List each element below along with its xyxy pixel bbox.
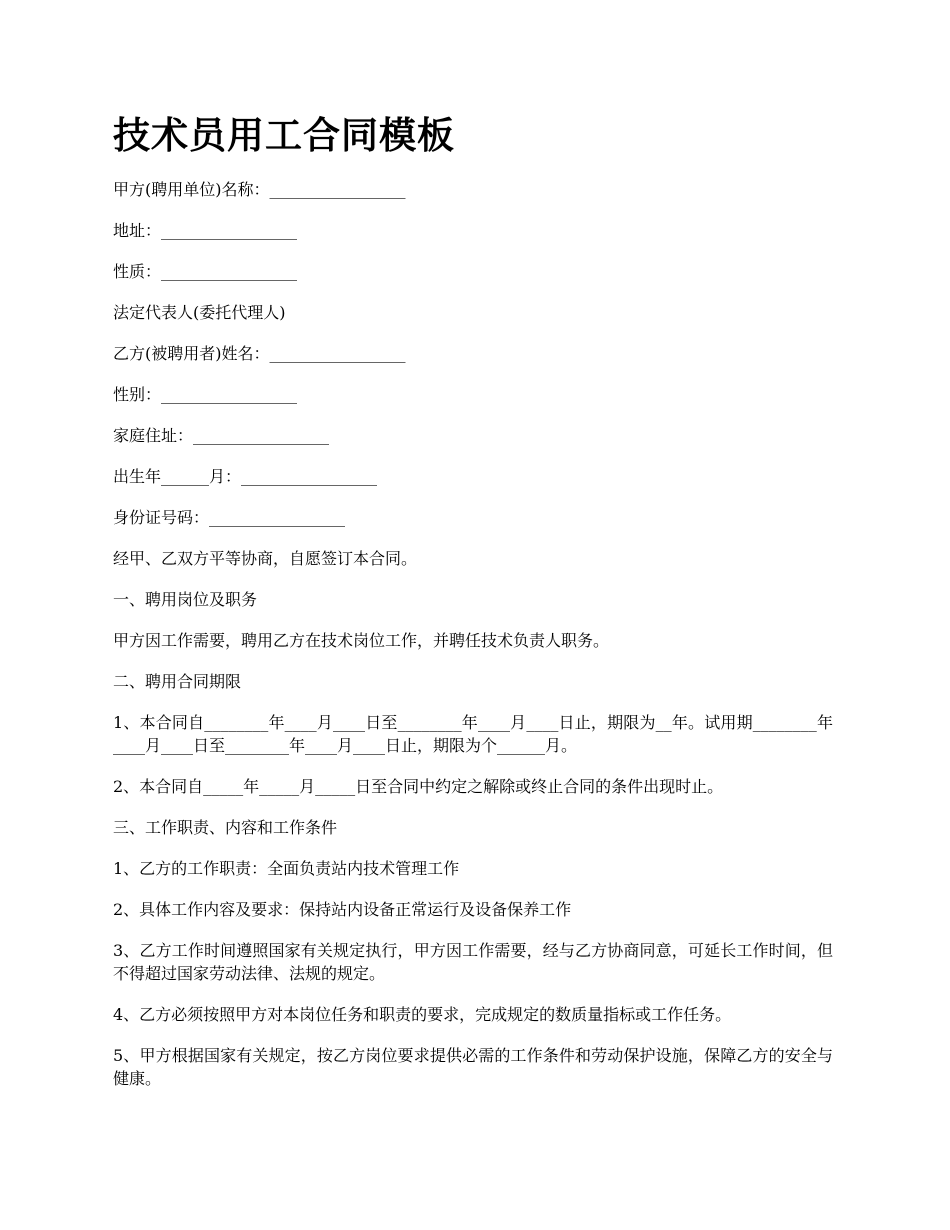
- section-3-clause-5: 5、甲方根据国家有关规定，按乙方岗位要求提供必需的工作条件和劳动保护设施，保障乙方的安全与健康。: [113, 1046, 833, 1088]
- party-a-nature: 性质：_________________: [113, 262, 298, 281]
- section-3-clause-4: 4、乙方必须按照甲方对本岗位任务和职责的要求，完成规定的数质量指标或工作任务。: [113, 1005, 732, 1024]
- section-1-body: 甲方因工作需要，聘用乙方在技术岗位工作，并聘任技术负责人职务。: [113, 631, 610, 650]
- section-3-clause-1: 1、乙方的工作职责：全面负责站内技术管理工作: [113, 859, 460, 878]
- section-heading-1: 一、聘用岗位及职务: [113, 590, 258, 609]
- legal-representative: 法定代表人(委托代理人): [113, 303, 286, 322]
- section-heading-3: 三、工作职责、内容和工作条件: [113, 818, 338, 837]
- party-b-birth: 出生年______月：_________________: [113, 467, 378, 486]
- agreement-statement: 经甲、乙双方平等协商，自愿签订本合同。: [113, 549, 418, 568]
- section-3-clause-3: 3、乙方工作时间遵照国家有关规定执行，甲方因工作需要，经与乙方协商同意，可延长工作时间，但不得超过国家劳动法律、法规的规定。: [113, 941, 833, 983]
- party-a-address: 地址：_________________: [113, 221, 298, 240]
- party-b-home-address: 家庭住址：_________________: [113, 426, 330, 445]
- section-3-clause-2: 2、具体工作内容及要求：保持站内设备正常运行及设备保养工作: [113, 900, 572, 919]
- section-2-clause-2: 2、本合同自_____年_____月_____日至合同中约定之解除或终止合同的条件出现时止。: [113, 777, 724, 796]
- document-page: [113, 112, 833, 1108]
- party-b-gender: 性别：_________________: [113, 385, 298, 404]
- party-b-id-number: 身份证号码：_________________: [113, 508, 346, 527]
- party-b-name: 乙方(被聘用者)姓名：_________________: [113, 344, 406, 363]
- party-a-name: 甲方(聘用单位)名称：_________________: [113, 180, 406, 199]
- section-heading-2: 二、聘用合同期限: [113, 672, 242, 691]
- document-title: 技术员用工合同模板: [113, 114, 455, 157]
- section-2-clause-1: 1、本合同自________年____月____日至________年____月____日止，期限为__年。试用期________年____月____日至________年____月____日止，期限为个______月。: [113, 713, 833, 755]
